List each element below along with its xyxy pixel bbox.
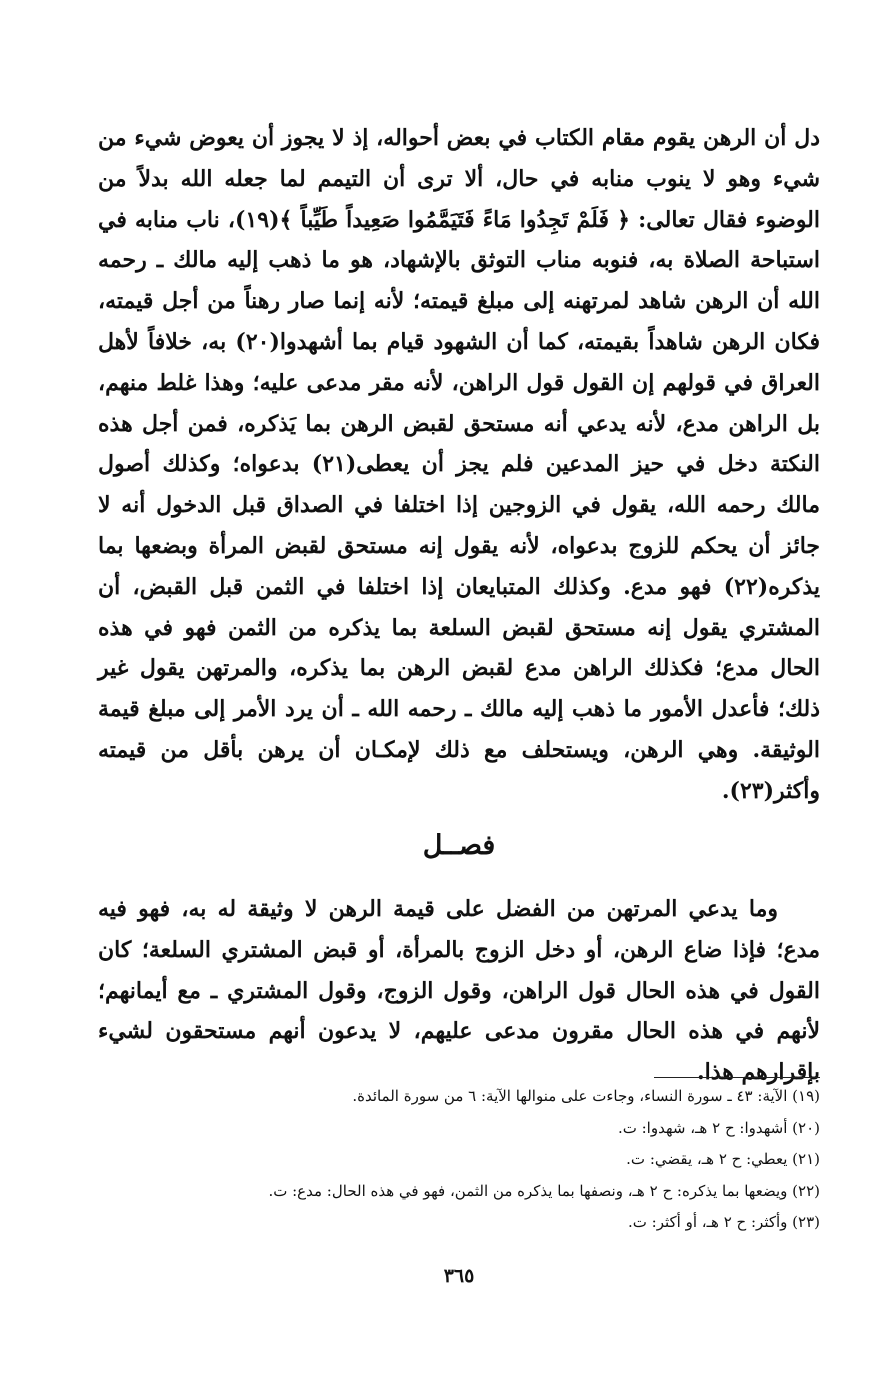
footnote-23: (٢٣) وأكثر: ح ٢ هـ، أو أكثر: ت. xyxy=(628,1213,820,1231)
section-body-text xyxy=(98,889,820,1093)
main-body-text xyxy=(98,118,820,812)
section-paragraph: وما يدعي المرتهن من الفضل على قيمة الرهن لا وثيقة له به، فهو فيه مدع؛ فإذا ضاع الرهن، أو دخل الزوج بالمرأة، أو قبض المشتري السلعة؛ كان القول في هذه الحال قول الراهن، وقول الزوج، وقول المشتري ـ مع أيمانهم؛ لأنهم في هذه الحال مقرون مدعى عليهم، لا يدعون أنهم مستحقون لشيء بإقرارهم هذا. xyxy=(98,896,820,1086)
page-number: ٣٦٥ xyxy=(443,1265,475,1287)
footnote-21: (٢١) يعطي: ح ٢ هـ، يقضي: ت. xyxy=(626,1150,820,1168)
main-paragraph: دل أن الرهن يقوم مقام الكتاب في بعض أحواله، إذ لا يجوز أن يعوض شيء من شيء وهو لا ينوب منابه في حال، ألا ترى أن التيمم لما جعله الله بدلاً من الوضوء فقال تعالى: ﴿ فَلَمْ تَجِدُوا مَاءً فَتَيَمَّمُوا صَعِيداً طَيِّباً ﴾(١٩)، ناب منابه في استباحة الصلاة به، فنوبه مناب التوثق بالإشهاد، هو ما ذهب إليه مالك ـ رحمه الله أن الرهن شاهد لمرتهنه إلى مبلغ قيمته؛ لأنه إنما صار رهناً من أجل قيمته، فكان الرهن شاهداً بقيمته، كما أن الشهود قيام بما أشهدوا(٢٠) به، خلافاً لأهل العراق في قولهم إن القول قول الراهن، لأنه مقر مدعى عليه؛ وهذا غلط منهم، بل الراهن مدع، لأنه يدعي أنه مستحق لقبض الرهن بما يَذكره، فمن أجل هذه النكتة دخل في حيز المدعين فلم يجز أن يعطى(٢١) بدعواه؛ وكذلك أصول مالك رحمه الله، يقول في الزوجين إذا اختلفا في الصداق قبل الدخول أنه لا جائز أن يحكم للزوج بدعواه، لأنه يقول إنه مستحق لقبض المرأة وبضعها بما يذكره(٢٢) فهو مدع. وكذلك المتبايعان إذا اختلفا في الثمن قبل القبض، أن المشتري يقول إنه مستحق لقبض السلعة بما يذكره من الثمن فهو في هذه الحال مدع؛ فكذلك الراهن مدع لقبض الرهن بما يذكره، والمرتهن يقول غير ذلك؛ فأعدل الأمور ما ذهب إليه مالك ـ رحمه الله ـ أن يرد الأمر إلى مبلغ قيمة الوثيقة. وهي الرهن، ويستحلف مع ذلك لإمكـان أن يرهن بأقل من قيمته وأكثر(٢٣). xyxy=(98,125,820,804)
footnotes xyxy=(98,1081,820,1239)
section-heading: فصــل xyxy=(422,830,496,861)
footnote-20: (٢٠) أشهدوا: ح ٢ هـ، شهدوا: ت. xyxy=(617,1118,820,1137)
footnote-separator xyxy=(654,1077,820,1078)
footnote-22: (٢٢) ويضعها بما يذكره: ح ٢ هـ، ونصفها بما يذكره من الثمن، فهو في هذه الحال: مدع: ت. xyxy=(268,1181,820,1200)
footnote-19: (١٩) الآية: ٤٣ ـ سورة النساء، وجاءت على منوالها الآية: ٦ من سورة المائدة. xyxy=(352,1087,820,1105)
